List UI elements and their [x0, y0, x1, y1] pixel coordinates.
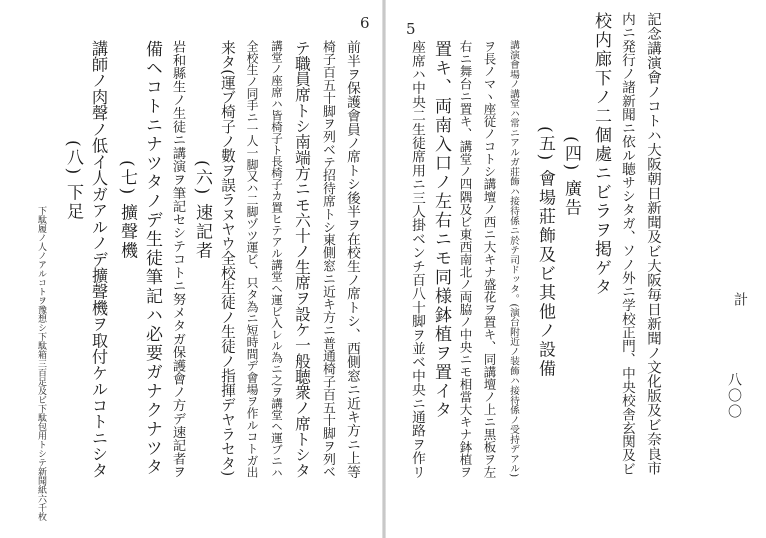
- right-col-8: 座席ハ中央二生徒席用ニ三人掛ベンチ百八十脚ヲ並ベ中央ニ通路ヲ作リ: [409, 40, 425, 479]
- left-col-1: 前半ヲ保護會員ノ席トシ後半ヲ在校生ノ席トシ、西側窓ニ近キ方ニ上等: [344, 40, 360, 479]
- right-page: [384, 0, 766, 538]
- right-col-4: 講演會場ノ講堂ハ常ニアルガ莊飾ハ接待係ニ於テ司ドッタ。(演台附近ノ装飾ハ接待係ノ受持デアル): [508, 40, 519, 478]
- left-col-3: テ職員席トシ南端方ニモ六十ノ生席ヲ設ケ一般聴衆ノ席トシタ: [293, 40, 312, 479]
- left-col-2: 椅子百五十脚ヲ列ベテ招待席トシ東側窓ニ近キ方ニ普通椅子百五十脚ヲ列ベ: [320, 40, 335, 479]
- left-col-6: 来タ(運ブ椅子ノ數ヲ誤ラヌヤウ全校生徒ノ生徒ノ指揮デヤラセタ): [219, 40, 236, 477]
- right-page-number: 5: [406, 20, 416, 38]
- left-col-10: 下駄履ノ人ノアルコトヲ豫想シ下駄箱三百足及ビ下駄包用トシテ新聞紙六千枚: [36, 206, 46, 521]
- right-col-1: 記念講演會ノコトハ大阪朝日新聞及ビ大阪毎日新聞ノ文化版及ビ奈良市: [645, 12, 661, 476]
- left-col-7: 岩和縣生ノ生徒ニ講演ヲ筆記セシテコトニ努メタガ保護會ノ方デ速記者ヲ: [170, 40, 185, 479]
- right-heading-4: (四) 廣告: [561, 136, 581, 218]
- left-heading-6: (六) 速記者: [192, 160, 212, 261]
- right-col-2: 内ニ発行ノ諸新聞ニ依ル聴サシタガ、ソノ外ニ学校正門、中央校舎玄関及ビ: [619, 12, 635, 476]
- margin-label: 計: [732, 292, 748, 308]
- left-col-4: 講堂ノ座席ハ皆椅子ト長椅子カ置ヒテアル講堂ヘ運ビ入レル為ニ之ヲ講堂ヘ運ブニハ: [270, 40, 284, 479]
- right-col-6: 右ニ舞台ニ置キ、講堂ノ四隅及ビ東西南北ノ両脇ノ中央ニモ相當大キナ鉢植ヲ: [458, 40, 473, 479]
- margin-page-total: 八〇〇: [726, 372, 742, 420]
- left-page-number: 6: [360, 14, 370, 32]
- left-col-8: 備ヘコトニナツタノデ生徒筆記ハ必要ガナクナツタ: [142, 40, 162, 477]
- left-col-9: 講師ノ肉聲ノ低イ人ガアルノデ擴聲機ヲ取付ケルコトニシタ: [89, 40, 108, 479]
- right-col-7: 置キ、両南入口ノ左右ニモ同様鉢植ヲ置イタ: [431, 40, 451, 420]
- right-heading-5: (五) 會場莊飾及ビ其他ノ設備: [535, 126, 555, 379]
- left-heading-8: (八) 下足: [63, 140, 83, 222]
- left-col-5: 全校生ノ同手ニ一人一脚又ハ二脚ヅツ運ビ、只タ為ニ短時間デ會場ヲ作ルコトガ出: [245, 40, 259, 479]
- left-heading-7: (七) 擴聲機: [117, 160, 137, 261]
- right-col-5: ヲ長ノマヽ座従ノコトシ講壇ノ西ニ大キナ盛花ヲ置キ、同講壇ノ上ニ黒板ヲ左: [482, 40, 497, 479]
- right-col-3: 校内廊下ノ二個處ニビラヲ掲ゲタ: [591, 12, 611, 297]
